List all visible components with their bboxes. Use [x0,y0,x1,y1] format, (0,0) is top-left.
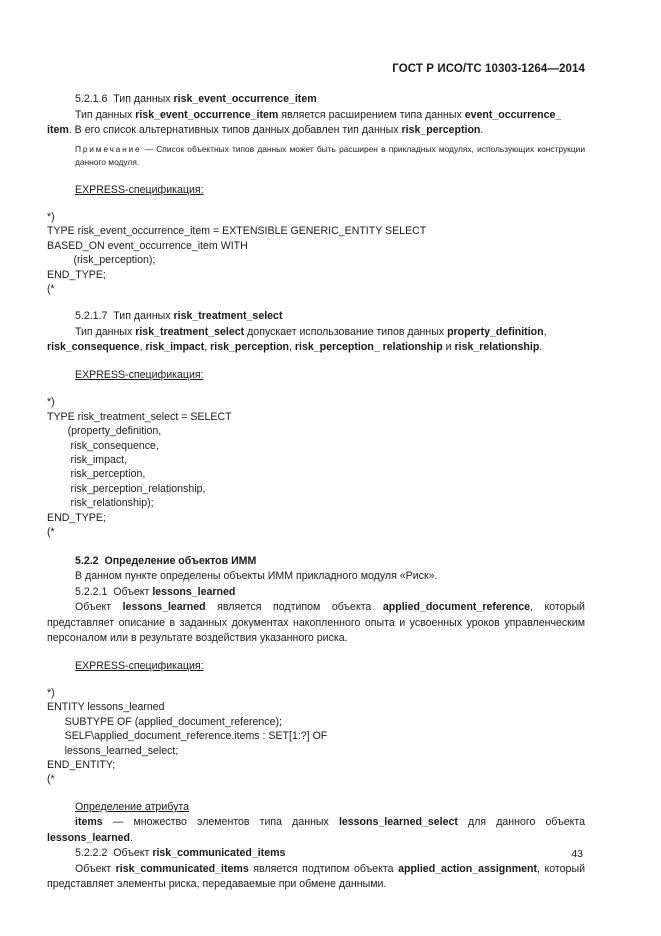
attribute-definition-label: Определение атрибута [75,800,190,813]
express-spec-label: EXPRESS-спецификация: [75,659,204,672]
section-heading-5-2-2: 5.2.2 Определение объектов ИММ [75,554,257,567]
page-content [47,90,585,893]
page-number: 43 [571,848,583,860]
express-code-block: *) TYPE risk_event_occurrence_item = EXTENSIBLE GENERIC_ENTITY SELECT BASED_ON event_occurrence_item WITH (risk_perception); END_TYPE; (* [47,211,427,296]
note-text: Примечание — Список объектных типов данных может быть расширен в прикладных модулях, использующих конструкции данного модуля. [75,143,585,167]
express-code-block: *) TYPE risk_treatment_select = SELECT (property_definition, risk_consequence, risk_impact, risk_perception, risk_perception_relationship, risk_relationship); END_TYPE; (* [47,396,232,539]
express-spec-label: EXPRESS-спецификация: [75,368,204,381]
attribute-definition-text: items — множество элементов типа данных lessons_learned_select для данного объекта lessons_learned. [47,816,585,844]
paragraph-5-2-1-7: Тип данных risk_treatment_select допускает использование типов данных property_definition, [75,325,547,338]
paragraph-5-2-1-7-cont: risk_consequence, risk_impact, risk_perception, risk_perception_ relationship и risk_relationship. [47,341,543,354]
section-heading-5-2-2-2: 5.2.2.2 Объект risk_communicated_items [75,847,286,860]
paragraph-5-2-1-6: Тип данных risk_event_occurrence_item является расширением типа данных event_occurrence_ [75,108,562,121]
section-heading-5-2-2-1: 5.2.2.1 Объект lessons_learned [75,585,236,598]
paragraph-5-2-2-1: Объект lessons_learned является подтипом объекта applied_document_reference, который представляет описание в заданных документах накопленного опыта и усвоенных уроков управленческим персоналом или в результате воздействия указанного риска. [47,601,585,644]
paragraph-5-2-1-6-cont: item. В его список альтернативных типов данных добавлен тип данных risk_perception. [47,124,484,136]
express-spec-label: EXPRESS-спецификация: [75,183,204,196]
paragraph-5-2-2-2: Объект risk_communicated_items является подтипом объекта applied_action_assignment, который представляет элементы риска, передаваемые при обмене данными. [47,862,585,891]
section-intro: В данном пункте определены объекты ИММ прикладного модуля «Риск». [75,570,438,582]
section-heading-5-2-1-6: 5.2.1.6 Тип данных risk_event_occurrence_item [75,93,317,105]
express-code-block: *) ENTITY lessons_learned SUBTYPE OF (applied_document_reference); SELF\applied_document_reference.items : SET[1:?] OF lessons_learned_select; END_ENTITY; (* [47,687,328,786]
standard-header: ГОСТ Р ИСО/ТС 10303-1264—2014 [392,63,585,75]
section-heading-5-2-1-7: 5.2.1.7 Тип данных risk_treatment_select [75,310,283,323]
